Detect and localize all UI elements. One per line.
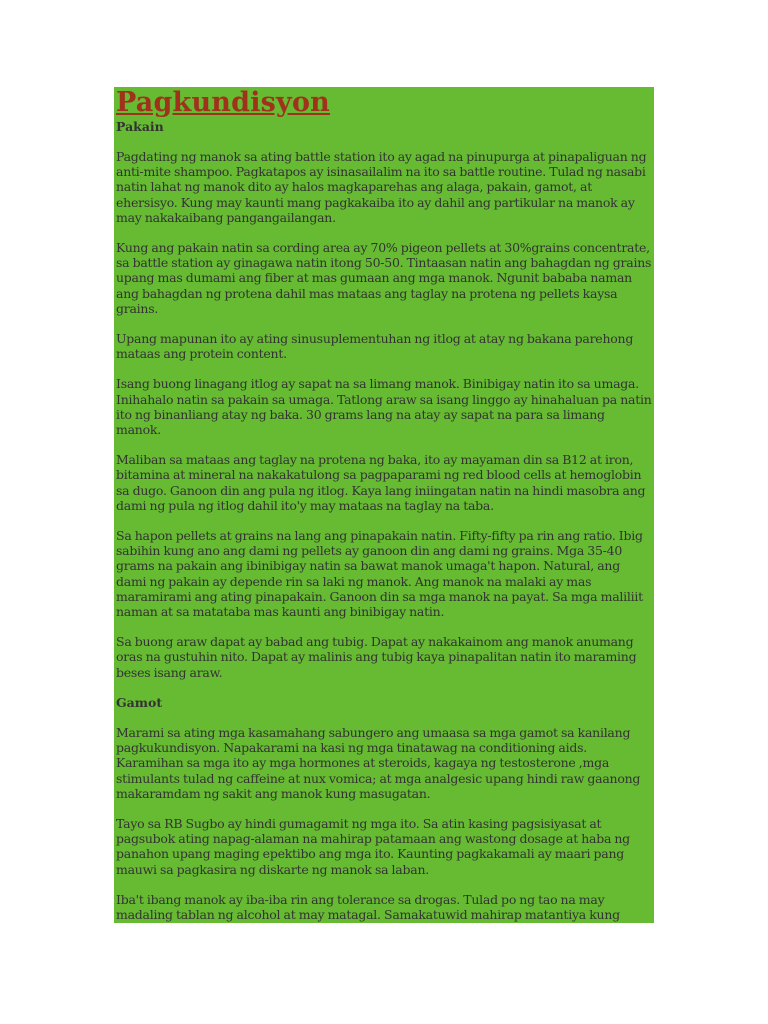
document-page xyxy=(114,87,654,923)
paragraph: Sa hapon pellets at grains na lang ang pinapakain natin. Fifty-fifty pa rin ang ratio. Ibig sabihin kung ano ang dami ng pellets ay ganoon din ang dami ng grains. Mga 35-40 grams na pakain ang ibinibigay natin sa bawat manok umaga't hapon. Natural, ang dami ng pakain ay depende rin sa laki ng manok. Ang manok na malaki ay mas maramirami ang ating pinapakain. Ganoon din sa mga manok na payat. Sa mga maliliit naman at sa matataba mas kaunti ang binibigay natin. xyxy=(116,528,643,620)
paragraph: Pagdating ng manok sa ating battle station ito ay agad na pinupurga at pinapaliguan ng anti-mite shampoo. Pagkatapos ay isinasailalim na ito sa battle routine. Tulad ng nasabi natin lahat ng manok dito ay halos magkaparehas ang alaga, pakain, gamot, at ehersisyo. Kung may kaunti mang pagkakaiba ito ay dahil ang partikular na manok ay may nakakaibang pangangailangan. xyxy=(116,149,647,225)
paragraph: Isang buong linagang itlog ay sapat na sa limang manok. Binibigay natin ito sa umaga. Inihahalo natin sa pakain sa umaga. Tatlong araw sa isang linggo ay hinahaluan pa natin ito ng binanliang atay ng baka. 30 grams lang na atay ay sapat na para sa limang manok. xyxy=(116,376,652,438)
paragraph: Marami sa ating mga kasamahang sabungero ang umaasa sa mga gamot sa kanilang pagkukundisyon. Napakarami na kasi ng mga tinatawag na conditioning aids. Karamihan sa mga ito ay mga hormones at steroids, kagaya ng testosterone ,mga stimulants tulad ng caffeine at nux vomica; at mga analgesic upang hindi raw gaanong makaramdam ng sakit ang manok kung masugatan. xyxy=(116,724,641,801)
section-heading-pakain: Pakain xyxy=(116,119,164,134)
paragraph: Kung ang pakain natin sa cording area ay 70% pigeon pellets at 30%grains concentrate, sa battle station ay ginagawa natin itong 50-50. Tintaasan natin ang bahagdan ng grains upang mas dumami ang fiber at mas gumaan ang mga manok. Ngunit bababa naman ang bahagdan ng protena dahil mas mataas ang taglay na protena ng pellets kaysa grains. xyxy=(116,240,652,316)
section-heading-gamot: Gamot xyxy=(116,694,163,710)
paragraph: Maliban sa mataas ang taglay na protena ng baka, ito ay mayaman din sa B12 at iron, bitamina at mineral na nakakatulong sa pagpaparami ng red blood cells at hemoglobin sa dugo. Ganoon din ang pula ng itlog. Kaya lang iniingatan natin na hindi masobra ang dami ng pula ng itlog dahil ito'y may mataas na taglay na taba. xyxy=(116,452,646,513)
paragraph: Iba't ibang manok ay iba-iba rin ang tolerance sa drogas. Tulad po ng tao na may madaling tablan ng alcohol at may matagal. Samakatuwid mahirap matantiya kung xyxy=(116,891,620,922)
page-title: Pagkundisyon xyxy=(116,87,330,118)
paragraph: Sa buong araw dapat ay babad ang tubig. Dapat ay nakakainom ang manok anumang oras na gustuhin nito. Dapat ay malinis ang tubig kaya pinapalitan natin ito maraming beses isang araw. xyxy=(116,634,637,680)
paragraph: Upang mapunan ito ay ating sinusuplementuhan ng itlog at atay ng bakana parehong mataas ang protein content. xyxy=(116,331,634,362)
paragraph: Tayo sa RB Sugbo ay hindi gumagamit ng mga ito. Sa atin kasing pagsisiyasat at pagsubok ating napag-alaman na mahirap patamaan ang wastong dosage at haba ng panahon upang maging epektibo ang mga ito. Kaunting pagkakamali ay maari pang mauwi sa pagkasira ng diskarte ng manok sa laban. xyxy=(116,815,630,877)
